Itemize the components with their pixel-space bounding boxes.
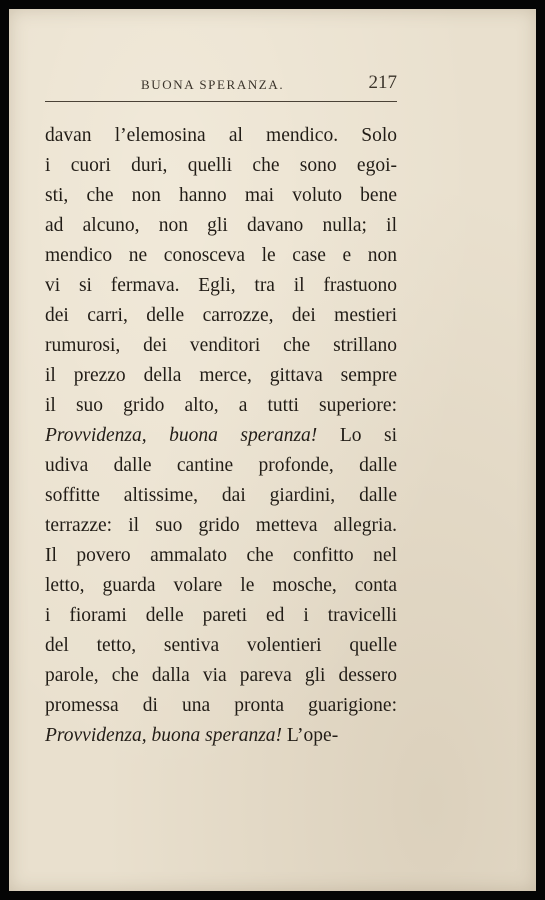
italic-phrase: Provvidenza, buona speranza! bbox=[45, 425, 318, 446]
text-line: Provvidenza, buona speranza! Lo si bbox=[45, 425, 397, 446]
text-line: i fiorami delle pareti ed i travicelli bbox=[45, 605, 397, 626]
text-line: il suo grido alto, a tutti superiore: bbox=[45, 395, 397, 416]
text-line: soffitte altissime, dai giardini, dalle bbox=[45, 485, 397, 506]
text-line: dei carri, delle carrozze, dei mestieri bbox=[45, 305, 397, 326]
header-rule bbox=[45, 101, 397, 102]
text-line: il prezzo della merce, gittava sempre bbox=[45, 365, 397, 386]
page-body bbox=[45, 121, 397, 751]
text-line: Provvidenza, buona speranza! L’ope- bbox=[45, 725, 339, 746]
book-page bbox=[9, 9, 536, 891]
text-line: udiva dalle cantine profonde, dalle bbox=[45, 455, 397, 476]
italic-phrase: Provvidenza, buona speranza! bbox=[45, 725, 283, 746]
text-line: davan l’elemosina al mendico. Solo bbox=[45, 125, 397, 146]
text-line: mendico ne conosceva le case e non bbox=[45, 245, 397, 266]
text-line: ad alcuno, non gli davano nulla; il bbox=[45, 215, 397, 236]
text-line: letto, guarda volare le mosche, conta bbox=[45, 575, 397, 596]
text-line: rumurosi, dei venditori che strillano bbox=[45, 335, 397, 356]
text-line: del tetto, sentiva volentieri quelle bbox=[45, 635, 397, 656]
text-line: Il povero ammalato che confitto nel bbox=[45, 545, 397, 566]
text-line: vi si fermava. Egli, tra il frastuono bbox=[45, 275, 397, 296]
page-number: 217 bbox=[368, 72, 397, 93]
page-header bbox=[45, 71, 397, 101]
text-line: parole, che dalla via pareva gli dessero bbox=[45, 665, 397, 686]
text-line: terrazze: il suo grido metteva allegria. bbox=[45, 515, 397, 536]
text-line: i cuori duri, quelli che sono egoi- bbox=[45, 155, 397, 176]
text-line: sti, che non hanno mai voluto bene bbox=[45, 185, 397, 206]
running-head: BUONA SPERANZA. bbox=[141, 77, 285, 92]
text-line: promessa di una pronta guarigione: bbox=[45, 695, 397, 716]
